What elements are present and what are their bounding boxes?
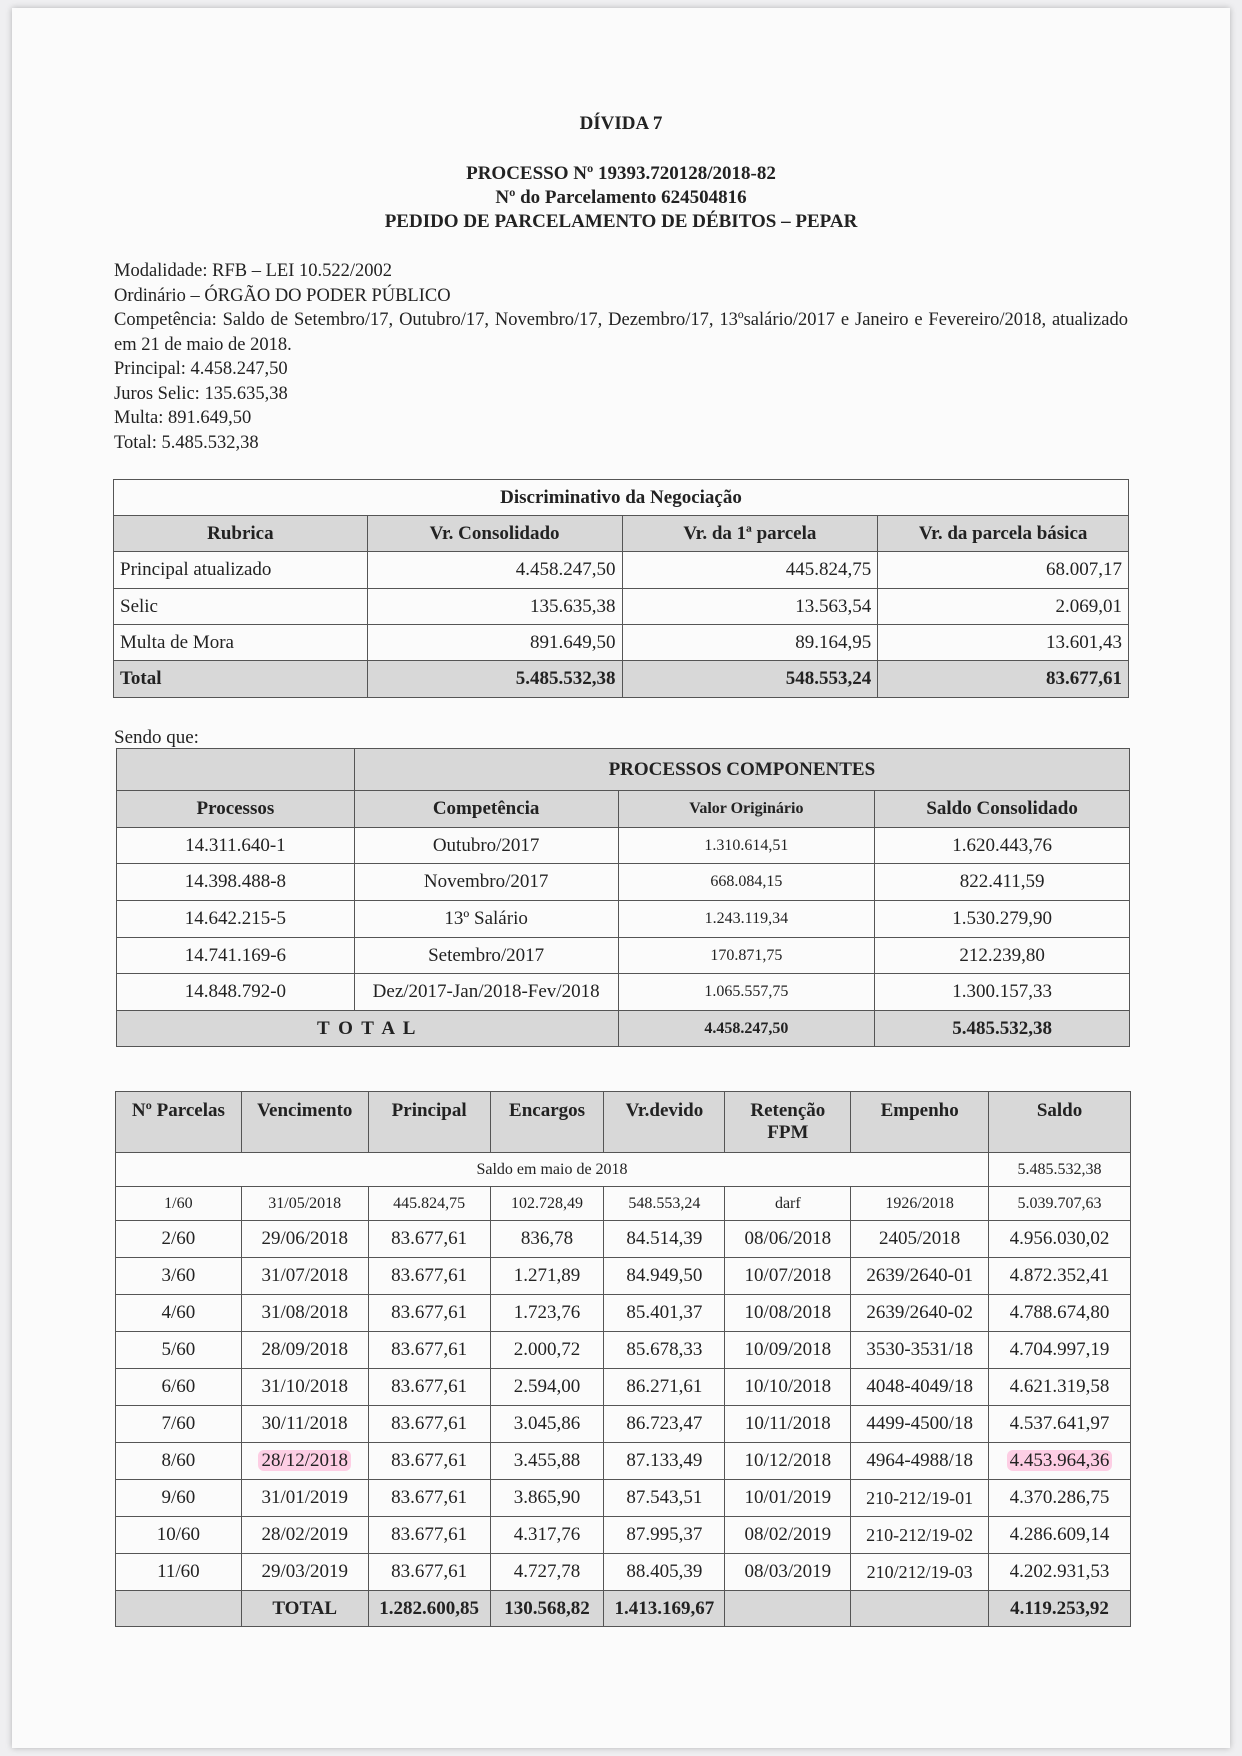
cell: 28/02/2019 [241,1517,368,1554]
cell: 31/05/2018 [241,1187,368,1221]
cell: 31/10/2018 [241,1369,368,1406]
cell: darf [725,1187,851,1221]
negotiation-total-row [114,661,1129,698]
highlighted-due-date: 28/12/2018 [258,1450,351,1471]
cell: 3530-3531/18 [851,1332,989,1369]
cell: 2639/2640-01 [851,1258,989,1295]
cell: 668.084,15 [618,864,875,901]
col-principal: Principal [368,1092,490,1153]
col-processos: Processos [117,791,355,828]
cell: 84.949,50 [604,1258,725,1295]
table-row [116,1480,1131,1517]
total-line: Total: 5.485.532,38 [114,432,259,453]
cell: 10/10/2018 [725,1369,851,1406]
cell: 445.824,75 [622,552,878,589]
cell: 87.543,51 [604,1480,725,1517]
table-row [116,1369,1131,1406]
document-title: DÍVIDA 7 [579,113,663,134]
col-saldo-consolidado: Saldo Consolidado [875,791,1130,828]
cell [725,1591,851,1627]
cell: 10/60 [116,1517,242,1554]
cell: 83.677,61 [368,1480,490,1517]
cell: 29/03/2019 [241,1554,368,1591]
cell: 8/60 [116,1443,242,1480]
cell: 1.620.443,76 [875,828,1130,864]
cell: 4.458.247,50 [618,1011,875,1047]
cell: 4.119.253,92 [989,1591,1131,1627]
cell: 13.563,54 [622,589,878,625]
cell: 83.677,61 [368,1517,490,1554]
cell: 170.871,75 [618,938,875,974]
cell: 135.635,38 [367,589,622,625]
cell: 14.642.215-5 [117,901,355,938]
cell: Principal atualizado [114,552,368,589]
cell: 6/60 [116,1369,242,1406]
cell: 9/60 [116,1480,242,1517]
cell: 85.678,33 [604,1332,725,1369]
cell: 4048-4049/18 [851,1369,989,1406]
cell: 87.133,49 [604,1443,725,1480]
table-row [116,1221,1131,1258]
cell [116,1591,242,1627]
cell: 4964-4988/18 [851,1443,989,1480]
table-row [116,1554,1131,1591]
table-row [117,974,1130,1011]
cell: 10/12/2018 [725,1443,851,1480]
cell: 1.282.600,85 [368,1591,490,1627]
cell: 1.065.557,75 [618,974,875,1011]
cell: 10/11/2018 [725,1406,851,1443]
cell: 3/60 [116,1258,242,1295]
cell: 212.239,80 [875,938,1130,974]
table-row [117,828,1130,864]
request-title: PEDIDO DE PARCELAMENTO DE DÉBITOS – PEPAR [384,211,858,232]
cell: 102.728,49 [490,1187,604,1221]
cell: 1.300.157,33 [875,974,1130,1011]
cell: 14.741.169-6 [117,938,355,974]
cell: 4.621.319,58 [989,1369,1131,1406]
juros-line: Juros Selic: 135.635,38 [114,383,288,404]
cell: 08/06/2018 [725,1221,851,1258]
cell: 4.202.931,53 [989,1554,1131,1591]
cell: 29/06/2018 [241,1221,368,1258]
cell: 28/09/2018 [241,1332,368,1369]
cell: 2639/2640-02 [851,1295,989,1332]
installment-number: Nº do Parcelamento 624504816 [495,187,747,208]
cell: 30/11/2018 [241,1406,368,1443]
cell: 83.677,61 [368,1332,490,1369]
cell: 08/02/2019 [725,1517,851,1554]
schedule-header-row [116,1092,1131,1153]
schedule-table [115,1091,1131,1627]
cell: 83.677,61 [368,1369,490,1406]
col-primeira-parcela: Vr. da 1ª parcela [622,516,878,552]
cell: 5/60 [116,1332,242,1369]
debt-info [114,259,1128,455]
cell: 10/01/2019 [725,1480,851,1517]
cell: 2405/2018 [851,1221,989,1258]
cell: 4499-4500/18 [851,1406,989,1443]
cell: 10/08/2018 [725,1295,851,1332]
cell: Selic [114,589,368,625]
table-row [114,625,1129,661]
col-saldo: Saldo [989,1092,1131,1153]
cell: T O T A L [117,1011,619,1047]
components-title-blank [117,749,355,791]
cell: 210-212/19-01 [851,1480,989,1517]
cell: 4.788.674,80 [989,1295,1131,1332]
cell [851,1591,989,1627]
cell: 548.553,24 [604,1187,725,1221]
cell: 1.530.279,90 [875,901,1130,938]
cell: 68.007,17 [878,552,1129,589]
negotiation-title: Discriminativo da Negociação [114,480,1129,516]
cell: 822.411,59 [875,864,1130,901]
cell: 3.455,88 [490,1443,604,1480]
cell: 85.401,37 [604,1295,725,1332]
cell: 4/60 [116,1295,242,1332]
modalidade-line: Modalidade: RFB – LEI 10.522/2002 [114,261,392,281]
cell: 7/60 [116,1406,242,1443]
cell: 5.485.532,38 [875,1011,1130,1047]
cell: 130.568,82 [490,1591,604,1627]
principal-line: Principal: 4.458.247,50 [114,359,288,379]
col-encargos: Encargos [490,1092,604,1153]
cell: 83.677,61 [368,1258,490,1295]
cell: 4.458.247,50 [367,552,622,589]
components-header-row [117,791,1130,828]
opening-balance-label: Saldo em maio de 2018 [116,1153,989,1187]
cell: TOTAL [241,1591,368,1627]
cell: 4.537.641,97 [989,1406,1131,1443]
table-row [117,864,1130,901]
cell: 5.485.532,38 [367,661,622,698]
competencia-line: Competência: Saldo de Setembro/17, Outubro/17, Novembro/17, Dezembro/17, 13ºsalário/2017 e Janeiro e Fevereiro/2018, atualizado em 21 de maio de 2018. [114,310,1128,355]
cell: 83.677,61 [368,1554,490,1591]
cell: 3.045,86 [490,1406,604,1443]
cell: 83.677,61 [368,1406,490,1443]
cell: 4.704.997,19 [989,1332,1131,1369]
cell: 31/08/2018 [241,1295,368,1332]
table-row [116,1258,1131,1295]
cell: 1.310.614,51 [618,828,875,864]
schedule-total-row [116,1591,1131,1627]
col-rubrica: Rubrica [114,516,368,552]
table-row [117,901,1130,938]
col-retencao-fpm: Retenção FPM [725,1092,851,1153]
negotiation-table [113,479,1129,698]
col-vencimento: Vencimento [241,1092,368,1153]
cell: 10/09/2018 [725,1332,851,1369]
cell: 89.164,95 [622,625,878,661]
col-competencia: Competência [354,791,618,828]
cell: 83.677,61 [368,1221,490,1258]
cell: 11/60 [116,1554,242,1591]
cell: 1/60 [116,1187,242,1221]
ordinario-line: Ordinário – ÓRGÃO DO PODER PÚBLICO [114,285,451,306]
cell: 4.370.286,75 [989,1480,1131,1517]
cell: 4.956.030,02 [989,1221,1131,1258]
cell: Dez/2017-Jan/2018-Fev/2018 [354,974,618,1011]
col-parcelas: Nº Parcelas [116,1092,242,1153]
cell: 88.405,39 [604,1554,725,1591]
cell: 10/07/2018 [725,1258,851,1295]
table-row [116,1406,1131,1443]
table-row [116,1295,1131,1332]
col-consolidado: Vr. Consolidado [367,516,622,552]
components-total-row [117,1011,1130,1047]
cell: 31/07/2018 [241,1258,368,1295]
cell: 08/03/2019 [725,1554,851,1591]
cell: 14.398.488-8 [117,864,355,901]
cell: 2.594,00 [490,1369,604,1406]
cell: 31/01/2019 [241,1480,368,1517]
cell: 445.824,75 [368,1187,490,1221]
cell: Setembro/2017 [354,938,618,974]
table-row [114,589,1129,625]
table-row [114,552,1129,589]
table-row [116,1517,1131,1554]
cell: 83.677,61 [878,661,1129,698]
col-valor-originario: Valor Originário [618,791,875,828]
cell: 548.553,24 [622,661,878,698]
cell: 210-212/19-02 [851,1517,989,1554]
cell: 13º Salário [354,901,618,938]
cell: 836,78 [490,1221,604,1258]
cell: 1.243.119,34 [618,901,875,938]
cell: Total [114,661,368,698]
negotiation-header-row [114,516,1129,552]
multa-line: Multa: 891.649,50 [114,408,252,428]
cell: Multa de Mora [114,625,368,661]
cell: 1.413.169,67 [604,1591,725,1627]
opening-balance-row [116,1153,1131,1187]
opening-balance-value: 5.485.532,38 [989,1153,1131,1187]
sendo-que-label: Sendo que: [114,727,199,748]
cell: 86.271,61 [604,1369,725,1406]
cell: 2.069,01 [878,589,1129,625]
cell: 2/60 [116,1221,242,1258]
cell: 4.317,76 [490,1517,604,1554]
cell: 5.039.707,63 [989,1187,1131,1221]
cell: 86.723,47 [604,1406,725,1443]
cell: 1926/2018 [851,1187,989,1221]
col-vr-devido: Vr.devido [604,1092,725,1153]
table-row-highlighted [116,1443,1131,1480]
cell: 891.649,50 [367,625,622,661]
cell: 2.000,72 [490,1332,604,1369]
cell: 83.677,61 [368,1443,490,1480]
components-title: PROCESSOS COMPONENTES [354,749,1129,791]
col-empenho: Empenho [851,1092,989,1153]
components-table [116,748,1130,1047]
table-row [116,1332,1131,1369]
cell: Novembro/2017 [354,864,618,901]
cell: 4.286.609,14 [989,1517,1131,1554]
cell: 1.271,89 [490,1258,604,1295]
table-row [116,1187,1131,1221]
cell: 4.727,78 [490,1554,604,1591]
cell [989,1443,1131,1480]
cell: Outubro/2017 [354,828,618,864]
cell: 83.677,61 [368,1295,490,1332]
table-row [117,938,1130,974]
cell: 3.865,90 [490,1480,604,1517]
col-parcela-basica: Vr. da parcela básica [878,516,1129,552]
cell: 84.514,39 [604,1221,725,1258]
process-number: PROCESSO Nº 19393.720128/2018-82 [466,163,776,184]
cell: 4.872.352,41 [989,1258,1131,1295]
cell: 13.601,43 [878,625,1129,661]
highlighted-balance: 4.453.964,36 [1007,1450,1113,1471]
cell: 87.995,37 [604,1517,725,1554]
cell: 1.723,76 [490,1295,604,1332]
cell: 14.311.640-1 [117,828,355,864]
cell: 210/212/19-03 [851,1554,989,1591]
cell: 14.848.792-0 [117,974,355,1011]
cell [241,1443,368,1480]
